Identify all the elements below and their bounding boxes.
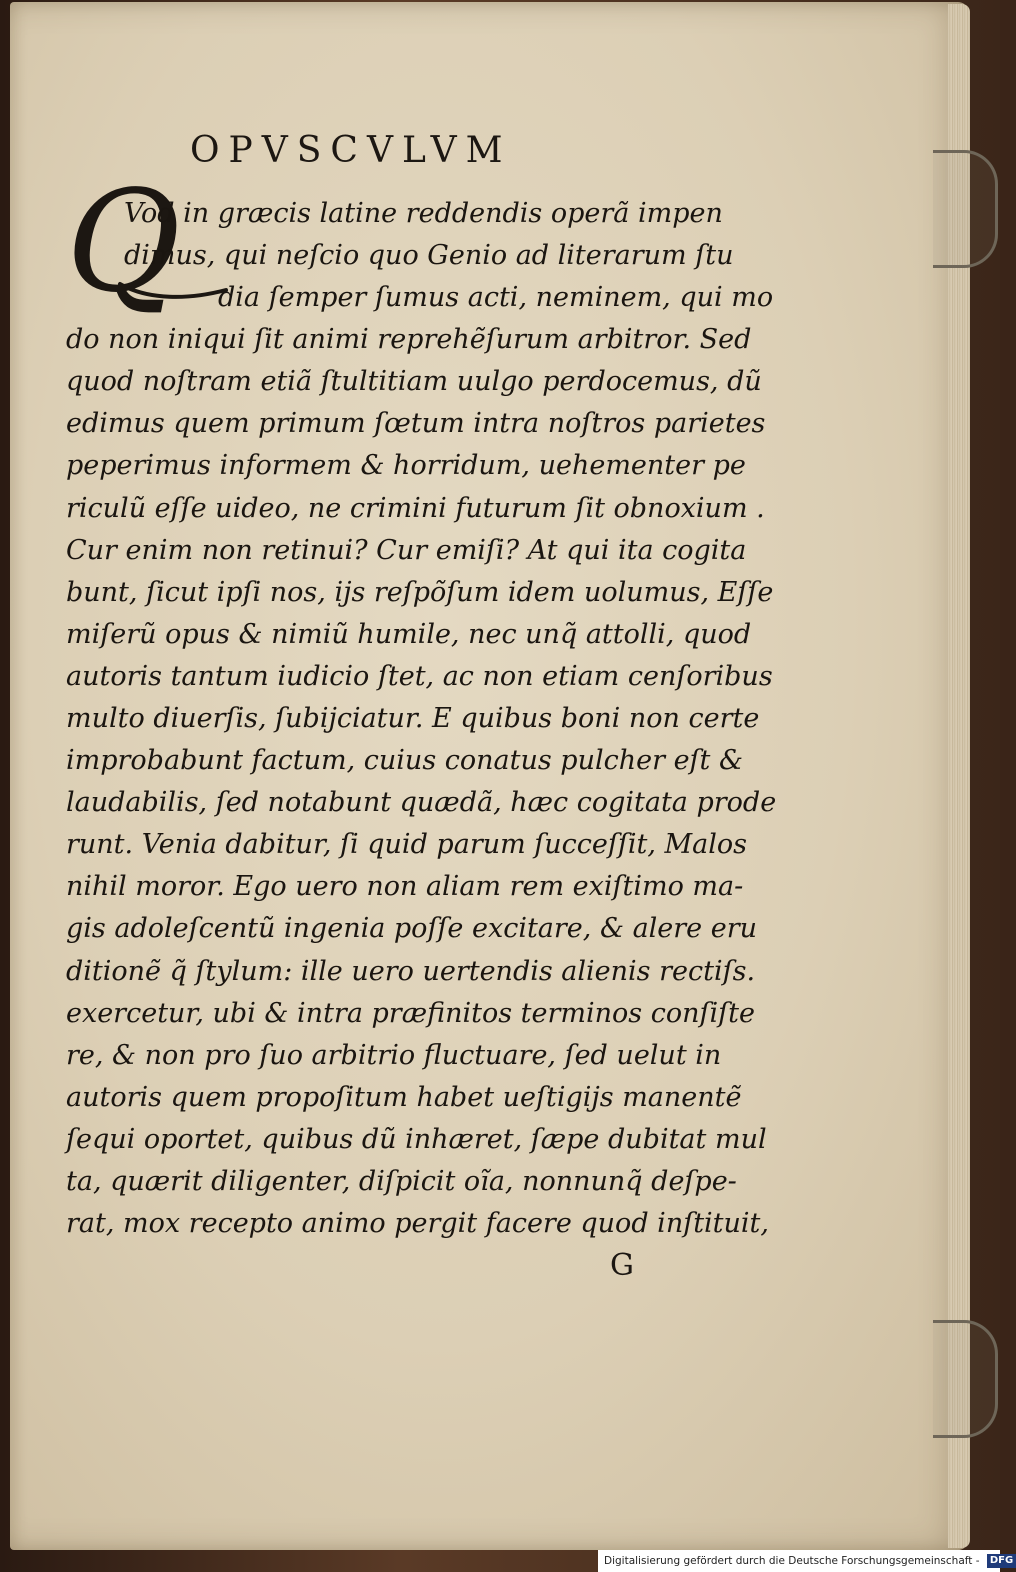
text-line: Vod in græcis latine reddendis operã impen [124,198,723,229]
running-heading: OPVSCVLVM [190,130,512,171]
signature-mark: G [610,1248,634,1283]
text-line: peperimus informem & horridum, uehementer pe [66,450,746,481]
text-line: do non iniqui ſit animi reprehẽſurum arbitror. Sed [66,324,752,355]
text-line: dia ſemper ſumus acti, neminem, qui mo [218,282,774,313]
text-line: autoris quem propoſitum habet ueſtigijs manentẽ [66,1082,742,1113]
text-line: re, & non pro ſuo arbitrio fluctuare, ſed uelut in [66,1040,722,1071]
text-line: dimus, qui neſcio quo Genio ad literarum ſtu [124,240,734,271]
text-line: ſequi oportet, quibus dũ inhæret, ſæpe dubitat mul [66,1124,767,1155]
text-line: quod noſtram etiã ſtultitiam uulgo perdocemus, dũ [66,366,762,397]
text-line: rat, mox recepto animo pergit facere quod inſtituit, [66,1208,769,1239]
text-line: bunt, ſicut ipſi nos, ijs reſpõſum idem uolumus, Eſſe [66,577,774,608]
text-line: gis adoleſcentũ ingenia poſſe excitare, & alere eru [66,913,758,944]
text-line: riculũ eſſe uideo, ne crimini futurum ſit obnoxium . [66,493,765,524]
digitization-credit [598,1550,1014,1572]
credit-text: Digitalisierung gefördert durch die Deutsche Forschungsgemeinschaft - [604,1555,980,1567]
text-line: improbabunt factum, cuius conatus pulcher eſt & [66,745,744,776]
lower-clasp [933,1320,998,1438]
initial-flourish [118,280,228,300]
dfg-logo: DFG [987,1554,1016,1568]
show-through-text [80,1260,200,1300]
upper-clasp [933,150,998,268]
text-line: exercetur, ubi & intra præfinitos terminos conſiſte [66,998,755,1029]
text-line: ditionẽ q̃ ſtylum: ille uero uertendis alienis rectiſs. [66,956,756,987]
text-line: Cur enim non retinui? Cur emiſi? At qui ita cogita [66,535,747,566]
text-line: nihil moror. Ego uero non aliam rem exiſtimo ma- [66,871,744,902]
decorated-initial: Q [66,161,181,324]
text-line: edimus quem primum ſœtum intra noſtros parietes [66,408,766,439]
text-line: multo diuerſis, ſubijciatur. E quibus boni non certe [66,703,760,734]
text-line: ta, quærit diligenter, diſpicit oĩa, nonnunq̃ deſpe- [66,1166,737,1197]
text-line: miſerũ opus & nimiũ humile, nec unq̃ attolli, quod [66,619,752,650]
text-line: autoris tantum iudicio ſtet, ac non etiam cenſoribus [66,661,773,692]
text-line: laudabilis, ſed notabunt quædã, hæc cogitata prode [66,787,777,818]
show-through-text [860,1145,940,1185]
text-line: runt. Venia dabitur, ſi quid parum ſucceſſit, Malos [66,829,748,860]
